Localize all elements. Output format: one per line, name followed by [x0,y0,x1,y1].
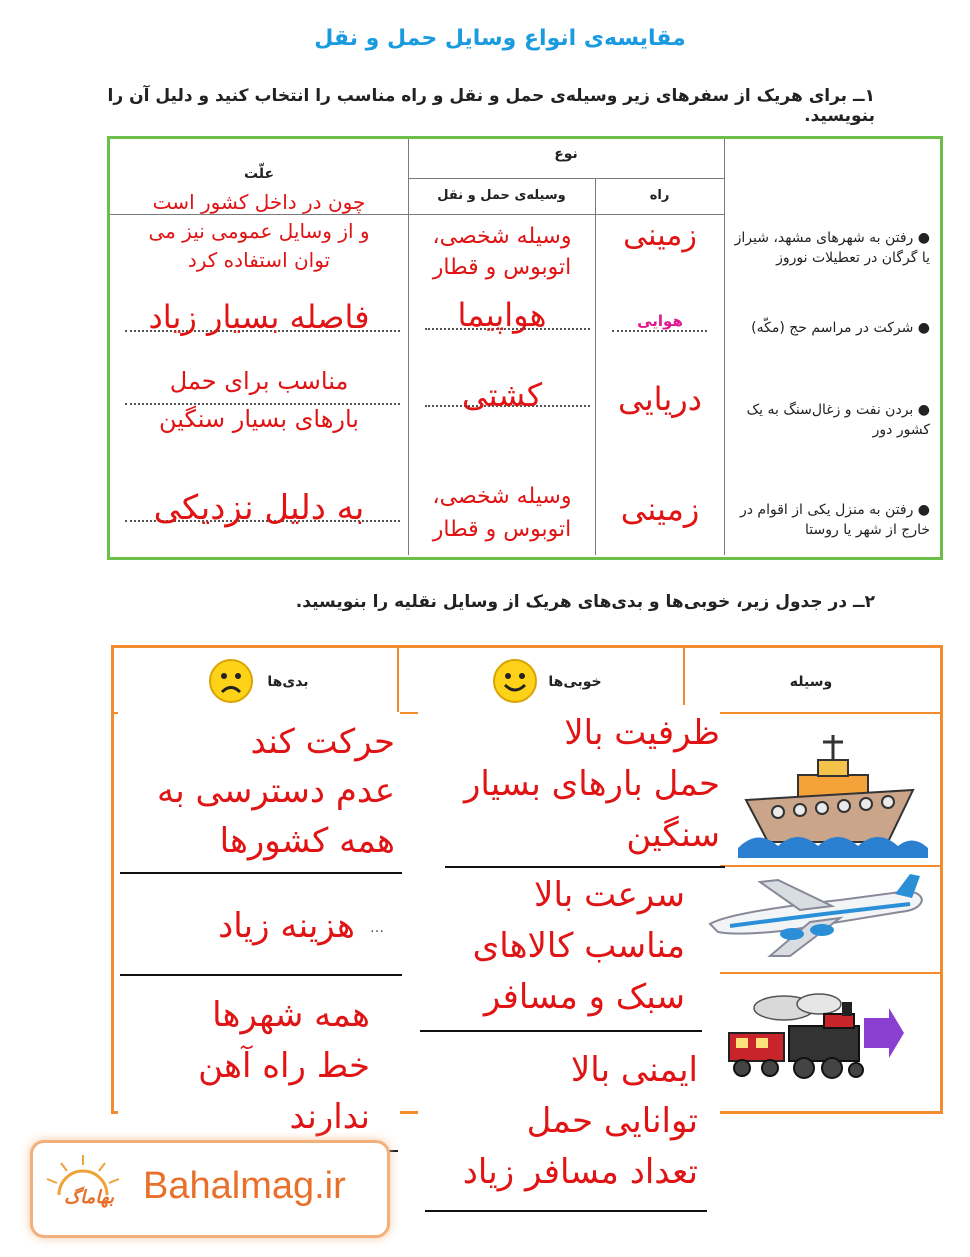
page-title: مقایسه‌ی انواع وسایل حمل و نقل [314,26,686,51]
answer-line: سرعت بالا [534,875,685,915]
reason-answer-4[interactable]: به دلیل نزدیکی [153,488,365,528]
vehicle-answer-3[interactable]: کشتی [461,376,543,414]
answer-line: توانایی حمل [526,1101,698,1141]
cons-answer-3[interactable] [150,990,370,1143]
vehicle-answer-2[interactable]: هواپیما [457,296,547,334]
answer-line: همه شهرها [212,995,370,1035]
reason-answer-1[interactable] [114,188,404,275]
question-2: ۲ــ در جدول زیر، خوبی‌ها و بدی‌های هریک از وسایل نقلیه را بنویسید. [295,592,875,612]
table1-divider [724,139,725,555]
answer-line: خط راه آهن [198,1046,370,1086]
answer-line-rule [120,974,402,976]
trip-text: شرکت در مراسم حج (مکّه) [751,320,914,336]
answer-line: چون در داخل کشور است [152,190,366,214]
pros-answer-1[interactable] [420,708,720,861]
answer-line: اتوبوس و قطار [432,254,572,280]
answer-line: همه کشورها [219,820,395,861]
reason-answer-2[interactable]: فاصله بسیار زیاد [148,298,370,336]
trip-text: بردن نفت و زغال‌سنگ به یک کشور دور [746,402,930,439]
answer-line: ایمنی بالا [570,1050,698,1090]
answer-line: عدم دسترسی به [157,771,395,812]
trip-text: رفتن به شهرهای مشهد، شیراز یا گرگان در تعطیلات نوروز [734,230,930,267]
answer-line: سبک و مسافر [483,977,685,1017]
table1-divider [408,178,724,179]
answer-line: وسیله شخصی، [432,224,572,249]
vehicle-answer-4[interactable] [412,480,592,546]
header-cons: بدی‌ها [267,674,309,690]
answer-line: ندارند [289,1097,370,1137]
answer-line-rule [445,866,725,868]
answer-line: ظرفیت بالا [564,713,720,753]
road-answer-1[interactable]: زمینی [623,218,697,253]
answer-line: سنگین [626,815,720,855]
trip-row-1: ● رفتن به شهرهای مشهد، شیراز یا گرگان در تعطیلات نوروز [734,230,930,267]
answer-line: حمل بارهای بسیار [463,764,720,804]
logo-text: بهاماگ [63,1187,115,1208]
vehicle-answer-1[interactable] [412,222,592,284]
airplane-icon [700,872,928,962]
question-1: ۱ــ برای هریک از سفرهای زیر وسیله‌ی حمل و نقل و راه مناسب را انتخاب کنید و دلیل آن را بنویسید. [107,86,875,126]
train-icon [724,988,904,1088]
answer-line-rule [120,872,402,874]
road-answer-4[interactable]: زمینی [620,490,700,528]
header-road: راه [649,188,670,203]
answer-line: حرکت کند [250,722,395,762]
answer-line: مناسب برای حمل [169,367,349,395]
watermark-box [30,1140,390,1238]
watermark-text: Bahalmag.ir [143,1165,346,1207]
header-vehicle: وسیله‌ی حمل و نقل [437,188,566,203]
dots-marker: … [370,920,384,936]
header-vehicle-col: وسیله [789,674,833,690]
sad-face-icon [208,658,254,704]
trip-row-2: ● شرکت در مراسم حج (مکّه) [751,320,930,336]
trip-row-4: ● رفتن به منزل یکی از اقوام در خارج از شهر یا روستا [739,502,930,539]
reason-answer-3[interactable] [114,362,404,439]
table1-divider [595,178,596,555]
header-reason: علّت [243,166,275,182]
trip-text: رفتن به منزل یکی از اقوام در خارج از شهر یا روستا [739,502,930,539]
answer-line: اتوبوس و قطار [432,517,572,542]
road-answer-2[interactable]: هوایی [637,312,683,330]
cons-answer-1[interactable] [120,718,395,866]
answer-line: بارهای بسیار سنگین [159,405,359,434]
happy-face-icon [492,658,538,704]
answer-line: وسیله شخصی، [432,484,572,509]
answer-line: و از وسایل عمومی نیز می [148,219,370,243]
header-pros: خوبی‌ها [548,674,602,690]
pros-answer-3[interactable] [420,1045,698,1198]
answer-line: مناسب کالاهای [472,926,685,966]
trip-row-3: ● بردن نفت و زغال‌سنگ به یک کشور دور [746,402,930,439]
header-type: نوع [554,146,578,162]
answer-line-rule [425,1210,707,1212]
answer-line: تعداد مسافر زیاد [462,1152,698,1192]
answer-dotted-line [612,330,707,332]
answer-line-rule [420,1030,702,1032]
ship-icon [738,730,928,858]
answer-line: توان استفاده کرد [187,248,331,272]
vehicle-table-divider [683,972,940,974]
road-answer-3[interactable]: دریایی [618,380,702,418]
pros-answer-2[interactable] [420,870,685,1023]
cons-answer-2[interactable]: هزینه زیاد [218,906,355,946]
